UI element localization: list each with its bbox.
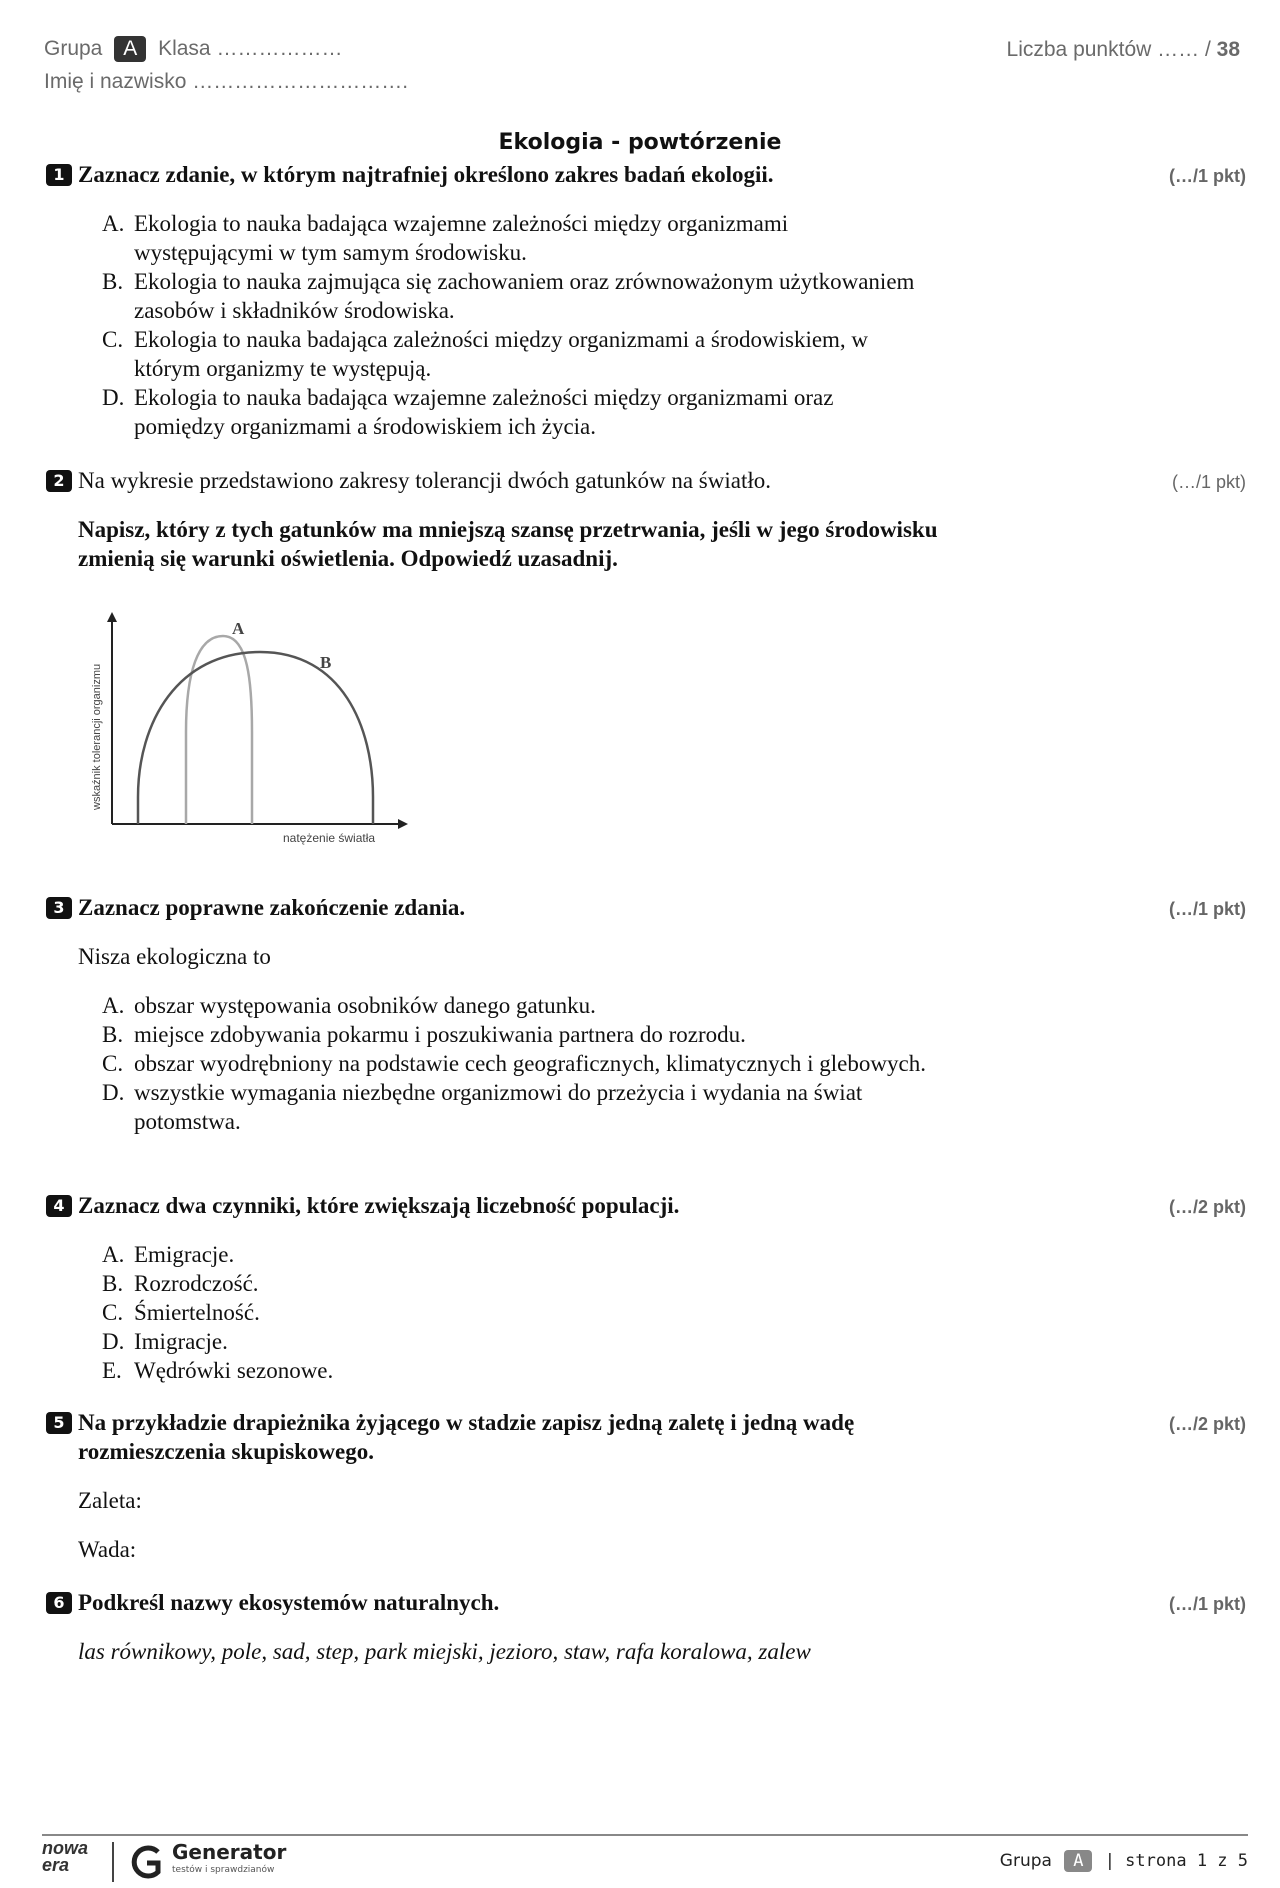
question-text: Na wykresie przedstawiono zakresy tolerancji dwóch gatunków na światło. (78, 468, 771, 493)
footer-divider (42, 1834, 1248, 1836)
question-number: 1 (46, 164, 72, 186)
points-field (1007, 38, 1240, 62)
footer-group-badge: A (1064, 1850, 1092, 1872)
option-a[interactable] (46, 991, 926, 1020)
option-letter: D. (102, 1329, 125, 1354)
series-a-label: A (232, 619, 245, 638)
option-b[interactable] (46, 1020, 926, 1049)
points-box: (…/1 pkt) (1171, 472, 1246, 492)
option-b[interactable] (46, 267, 926, 325)
points-box: (…/1 pkt) (1168, 899, 1246, 919)
option-text: obszar występowania osobników danego gatunku. (134, 993, 596, 1018)
question-text: Na przykładzie drapieżnika żyjącego w stadzie zapisz jedną zaletę i jedną wadę rozmieszczenia skupiskowego. (78, 1410, 855, 1464)
points-total: 38 (1216, 38, 1240, 61)
option-text: Rozrodczość. (134, 1271, 259, 1296)
logo-text: nowa era (42, 1838, 89, 1875)
option-letter: B. (102, 1271, 124, 1296)
option-text: Ekologia to nauka badająca wzajemne zależności między organizmami występującymi w tym samym środowisku. (134, 211, 789, 265)
option-c[interactable] (46, 1298, 926, 1327)
option-letter: D. (102, 1080, 125, 1105)
option-d[interactable] (46, 383, 926, 441)
option-a[interactable] (46, 209, 926, 267)
question-3 (46, 893, 1246, 1136)
group-field (44, 36, 342, 62)
option-text: obszar wyodrębniony na podstawie cech geograficznych, klimatycznych i glebowych. (134, 1051, 926, 1076)
option-letter: A. (102, 211, 125, 236)
question-text: Zaznacz zdanie, w którym najtrafniej określono zakres badań ekologii. (78, 162, 774, 187)
x-axis (112, 819, 408, 829)
group-label: Grupa (44, 37, 103, 60)
option-letter: A. (102, 1242, 125, 1267)
points-box: (…/2 pkt) (1168, 1414, 1246, 1434)
question-4 (46, 1191, 1246, 1385)
y-axis (107, 612, 117, 824)
x-axis-label: natężenie światła (283, 831, 376, 845)
option-letter: D. (102, 385, 125, 410)
answer-disadvantage[interactable]: Wada: (78, 1537, 137, 1562)
option-text: Ekologia to nauka zajmująca się zachowaniem oraz zrównoważonym użytkowaniem zasobów i składników środowiska. (134, 269, 915, 323)
option-d[interactable] (46, 1327, 926, 1356)
question-2 (46, 466, 1246, 573)
option-letter: C. (102, 327, 124, 352)
question-text: Zaznacz poprawne zakończenie zdania. (78, 895, 466, 920)
option-c[interactable] (46, 325, 926, 383)
generator-g-icon (128, 1842, 164, 1882)
question-number: 3 (46, 897, 72, 919)
option-text: Wędrówki sezonowe. (134, 1358, 334, 1383)
option-letter: A. (102, 993, 125, 1018)
option-letter: B. (102, 269, 124, 294)
option-d[interactable] (46, 1078, 926, 1136)
option-c[interactable] (46, 1049, 926, 1078)
series-a-curve (186, 636, 252, 824)
group-badge: A (114, 36, 146, 62)
nowa-era-logo (42, 1840, 98, 1874)
option-text: Imigracje. (134, 1329, 228, 1354)
option-text: Śmiertelność. (134, 1300, 260, 1325)
option-b[interactable] (46, 1269, 926, 1298)
question-5 (46, 1408, 1246, 1564)
footer-group-label: Grupa (999, 1851, 1052, 1871)
points-box: (…/2 pkt) (1168, 1197, 1246, 1217)
logo-separator (112, 1842, 114, 1882)
page-title: Ekologia - powtórzenie (498, 130, 782, 155)
points-box: (…/1 pkt) (1168, 166, 1246, 186)
footer-page-info (1000, 1850, 1248, 1872)
generator-subtitle: testów i sprawdzianów (172, 1865, 275, 1875)
series-b-label: B (320, 653, 332, 672)
ecosystem-list[interactable]: las równikowy, pole, sad, step, park miejski, jezioro, staw, rafa koralowa, zalew (78, 1639, 811, 1664)
option-text: Ekologia to nauka badająca zależności między organizmami a środowiskiem, w którym organizmy te występują. (134, 327, 869, 381)
question-6 (46, 1588, 1246, 1666)
class-field: Klasa ……………… (158, 37, 343, 60)
option-text: miejsce zdobywania pokarmu i poszukiwania partnera do rozrodu. (134, 1022, 746, 1047)
option-a[interactable] (46, 1240, 926, 1269)
tolerance-chart (88, 612, 418, 852)
option-text: wszystkie wymagania niezbędne organizmowi do przeżycia i wydania na świat potomstwa. (134, 1080, 863, 1134)
question-number: 5 (46, 1412, 72, 1434)
generator-title: Generator (172, 1840, 287, 1864)
option-letter: B. (102, 1022, 124, 1047)
answer-advantage[interactable]: Zaleta: (78, 1488, 142, 1513)
question-number: 4 (46, 1195, 72, 1217)
question-number: 2 (46, 470, 72, 492)
question-text: Zaznacz dwa czynniki, które zwiększają liczebność populacji. (78, 1193, 680, 1218)
question-1 (46, 160, 1246, 441)
option-letter: C. (102, 1300, 124, 1325)
series-b-curve (138, 652, 373, 824)
option-text: Emigracje. (134, 1242, 235, 1267)
question-number: 6 (46, 1592, 72, 1614)
option-letter: C. (102, 1051, 124, 1076)
name-field: Imię i nazwisko …………………………. (44, 70, 409, 93)
option-text: Ekologia to nauka badająca wzajemne zależności między organizmami oraz pomiędzy organizmami a środowiskiem ich życia. (134, 385, 834, 439)
option-e[interactable] (46, 1356, 926, 1385)
option-letter: E. (102, 1358, 122, 1383)
question-instruction: Napisz, który z tych gatunków ma mniejszą szansę przetrwania, jeśli w jego środowisku zmienią się warunki oświetlenia. Odpowiedź uzasadnij. (78, 517, 938, 571)
y-axis-label: wskaźnik tolerancji organizmu (91, 663, 103, 810)
points-label: Liczba punktów …… / (1006, 38, 1211, 61)
question-text: Podkreśl nazwy ekosystemów naturalnych. (78, 1590, 500, 1615)
question-stem: Nisza ekologiczna to (78, 944, 271, 969)
page-number: | strona 1 z 5 (1104, 1851, 1248, 1871)
points-box: (…/1 pkt) (1168, 1594, 1246, 1614)
